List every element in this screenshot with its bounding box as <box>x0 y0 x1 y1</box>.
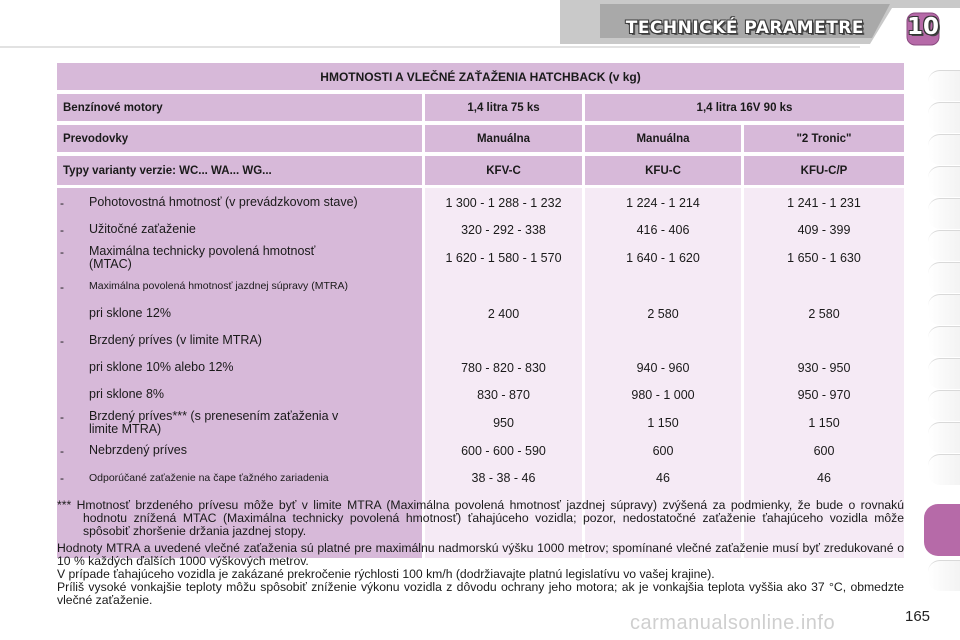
row-value: 950 - 970 <box>797 388 851 402</box>
row-value: 38 - 38 - 46 <box>471 471 536 485</box>
row-dash: - <box>60 410 64 424</box>
row-dash: - <box>60 334 64 348</box>
side-tab[interactable] <box>928 358 960 389</box>
note-paragraph: V prípade ťahajúceho vozidla je zakázané prekročenie rýchlosti 100 km/h (dodržiavajte platnú legislatívu vo vašej krajine). <box>57 567 715 581</box>
row-value: 46 <box>817 471 831 485</box>
row-label: pri sklone 10% alebo 12% <box>89 360 234 374</box>
row-dash: - <box>60 471 64 485</box>
chapter-number: 10 <box>906 14 939 40</box>
row-value: 2 400 <box>487 307 520 321</box>
note-paragraph: Príliš vysoké vonkajšie teploty môžu spôsobiť zníženie výkonu vozidla z dôvodu ochrany jeho motora; ak je vonkajšia teplota vyššia ako 37 °C, obmedzte vlečné zaťaženie. <box>57 580 904 607</box>
side-tab-active[interactable] <box>924 504 960 556</box>
row-dash: - <box>60 223 64 237</box>
gearbox-2: Manuálna <box>585 125 741 152</box>
row-value: 1 224 - 1 214 <box>626 196 700 210</box>
side-tab[interactable] <box>928 326 960 357</box>
row-value: 600 - 600 - 590 <box>461 444 546 458</box>
row-label: Brzdený príves*** (s prenesením zaťaženia v limite MTRA) <box>89 409 339 436</box>
engine-1: 1,4 litra 75 ks <box>425 94 582 121</box>
row-dash: - <box>60 196 64 210</box>
table-title: HMOTNOSTI A VLEČNÉ ZAŤAŽENIA HATCHBACK (v kg) <box>57 63 904 90</box>
variant-3: KFU-C/P <box>744 156 904 185</box>
engines-row <box>57 94 904 121</box>
row-label: Nebrzdený príves <box>89 443 187 457</box>
row-label: Užitočné zaťaženie <box>89 222 196 236</box>
row-dash: - <box>60 444 64 458</box>
gearbox-1: Manuálna <box>425 125 582 152</box>
row-value: 1 650 - 1 630 <box>787 251 861 265</box>
row-value: 1 241 - 1 231 <box>787 196 861 210</box>
side-tab[interactable] <box>928 422 960 453</box>
side-tab[interactable] <box>928 166 960 197</box>
page-number: 165 <box>905 608 931 625</box>
side-tab[interactable] <box>928 230 960 261</box>
row-value: 950 <box>493 416 514 430</box>
row-label: Odporúčané zaťaženie na čape ťažného zariadenia <box>89 472 329 484</box>
row-dash: - <box>60 245 64 259</box>
row-value: 1 300 - 1 288 - 1 232 <box>445 196 562 210</box>
row-value: 1 620 - 1 580 - 1 570 <box>445 251 562 265</box>
row-value: 320 - 292 - 338 <box>461 223 546 237</box>
table-title-row <box>57 63 904 90</box>
side-tab[interactable] <box>928 198 960 229</box>
page-title: TECHNICKÉ PARAMETRE <box>625 18 864 38</box>
engines-label: Benzínové motory <box>57 94 422 121</box>
row-value: 600 <box>652 444 674 458</box>
chapter-side-tabs <box>928 60 960 620</box>
side-tab[interactable] <box>928 294 960 325</box>
watermark: carmanualsonline.info <box>630 612 836 634</box>
row-value: 1 150 <box>647 416 679 430</box>
row-label: Brzdený príves (v limite MTRA) <box>89 333 262 347</box>
row-value: 2 580 <box>647 307 679 321</box>
row-value: 416 - 406 <box>636 223 690 237</box>
row-value: 980 - 1 000 <box>631 388 695 402</box>
row-value: 830 - 870 <box>477 388 530 402</box>
gearbox-row <box>57 125 904 152</box>
variants-row <box>57 156 904 185</box>
side-tab[interactable] <box>928 454 960 485</box>
gearbox-3: "2 Tronic" <box>744 125 904 152</box>
gearbox-label: Prevodovky <box>57 125 422 152</box>
variant-2: KFU-C <box>585 156 741 185</box>
row-value: 780 - 820 - 830 <box>461 361 546 375</box>
row-value: 46 <box>656 471 670 485</box>
row-label: Maximálna technicky povolená hmotnosť (MTAC) <box>89 244 316 271</box>
row-value: 600 <box>813 444 835 458</box>
row-value: 2 580 <box>808 307 840 321</box>
row-value: 409 - 399 <box>797 223 851 237</box>
row-label: Pohotovostná hmotnosť (v prevádzkovom stave) <box>89 195 358 209</box>
row-label: pri sklone 12% <box>89 306 171 320</box>
side-tab[interactable] <box>928 390 960 421</box>
row-value: 940 - 960 <box>636 361 690 375</box>
row-dash: - <box>60 280 64 294</box>
variants-label: Typy varianty verzie: WC... WA... WG... <box>57 156 422 185</box>
row-value: 1 150 <box>808 416 840 430</box>
engine-2: 1,4 litra 16V 90 ks <box>585 94 904 121</box>
side-tab[interactable] <box>928 560 960 591</box>
row-label: pri sklone 8% <box>89 387 165 401</box>
variant-1: KFV-C <box>425 156 582 185</box>
row-label: Maximálna povolená hmotnosť jazdnej súpravy (MTRA) <box>89 280 348 292</box>
side-tab[interactable] <box>928 262 960 293</box>
side-tab[interactable] <box>928 70 960 101</box>
row-value: 1 640 - 1 620 <box>626 251 700 265</box>
side-tab[interactable] <box>928 102 960 133</box>
side-tab[interactable] <box>928 134 960 165</box>
note-paragraph: Hodnoty MTRA a uvedené vlečné zaťaženia sú platné pre maximálnu nadmorskú výšku 1000 metrov; spomínané vlečné zaťaženie musí byť zredukované o 10 % každých ďalších 1000 výškových metrov. <box>57 541 904 568</box>
footnote: *** Hmotnosť brzdeného prívesu môže byť v limite MTRA (Maximálna povolená hmotnosť jazdnej súpravy) zvýšená za podmienky, že bude o rovnakú hodnotu znížená MTAC (Maximálna technicky povolená hmotnosť) ťahajúceho vozidla; pozor, nedostatočné zaťaženie ťahajúceho vozidla môže spôsobiť zhoršenie držania jazdnej stopy. <box>57 498 904 538</box>
row-value: 930 - 950 <box>797 361 851 375</box>
notes-section <box>57 499 904 607</box>
